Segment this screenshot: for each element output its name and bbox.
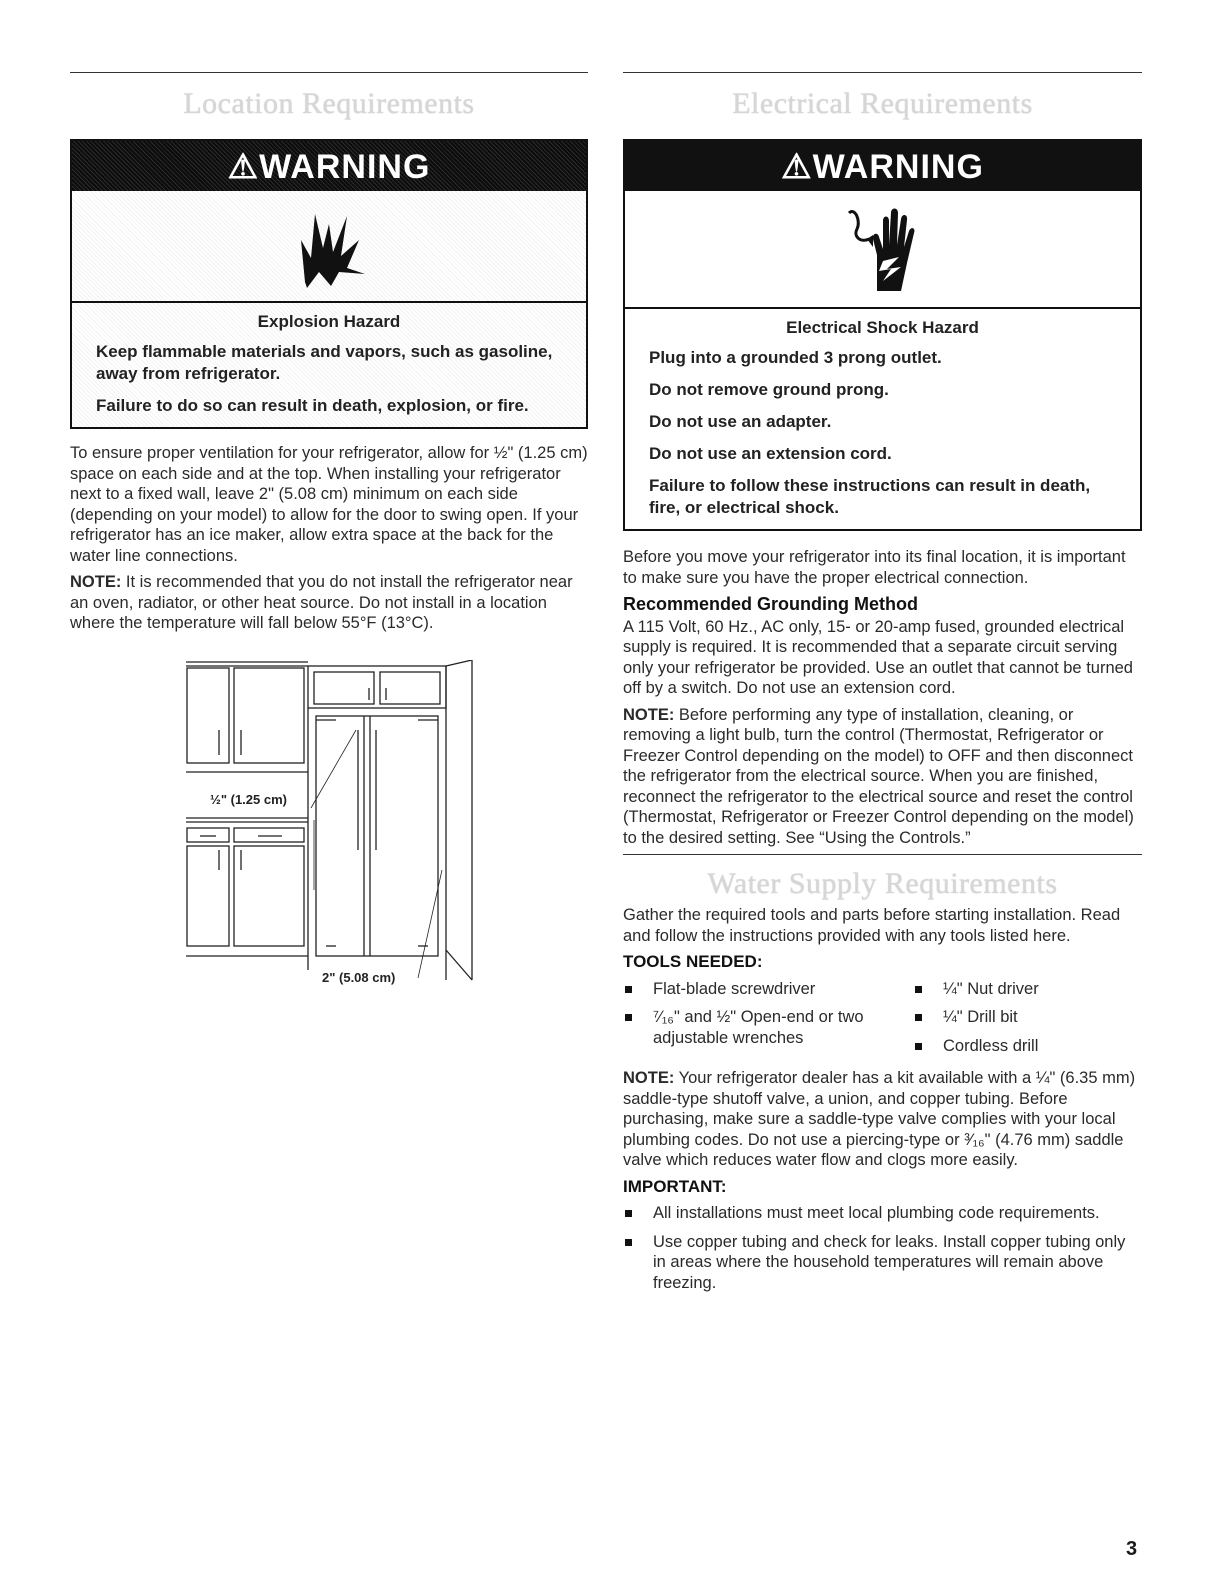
hazard-title: Electrical Shock Hazard	[786, 318, 979, 337]
list-item: ¼" Nut driver	[913, 979, 1142, 1000]
water-section	[623, 854, 1142, 1293]
tools-heading: TOOLS NEEDED:	[623, 952, 763, 971]
water-text	[623, 905, 1142, 1293]
electrical-text	[623, 547, 1142, 848]
grounding-heading: Recommended Grounding Method	[623, 594, 918, 614]
important-heading: IMPORTANT:	[623, 1176, 727, 1196]
list-item: ⁷⁄₁₆" and ½" Open-end or two adjustable wrenches	[623, 1007, 913, 1048]
location-note	[70, 572, 588, 634]
warning-line: Plug into a grounded 3 prong outlet.	[649, 348, 942, 367]
explosion-warning-body	[72, 303, 586, 427]
list-item: All installations must meet local plumbing code requirements.	[623, 1203, 1142, 1224]
note-label: NOTE:	[623, 705, 675, 724]
hazard-title: Explosion Hazard	[257, 312, 401, 331]
list-item: ¼" Drill bit	[913, 1007, 1142, 1028]
tools-list	[623, 979, 1142, 1065]
section-rule	[623, 854, 1142, 855]
water-intro: Gather the required tools and parts before starting installation. Read and follow the instructions provided with any tools listed here.	[623, 906, 1121, 945]
warning-line: Failure to follow these instructions can result in death, fire, or electrical shock.	[649, 476, 1091, 517]
wall-clearance-label: 2" (5.08 cm)	[322, 969, 396, 985]
location-text	[70, 443, 588, 634]
side-clearance-label: ½" (1.25 cm)	[210, 791, 287, 807]
warning-line: Keep flammable materials and vapors, such as gasoline, away from refrigerator.	[96, 342, 553, 383]
shock-icon-row	[625, 191, 1140, 309]
electrical-heading: Electrical Requirements	[732, 87, 1033, 120]
electrical-section	[623, 72, 1142, 1301]
list-item: Cordless drill	[913, 1036, 1142, 1057]
explosion-warning-box	[70, 139, 588, 429]
electrical-note	[623, 705, 1142, 849]
warning-banner: ⚠WARNING	[72, 141, 586, 191]
location-heading: Location Requirements	[183, 87, 475, 120]
note-label: NOTE:	[623, 1069, 675, 1087]
note-label: NOTE:	[70, 573, 122, 591]
explosion-icon-row	[72, 191, 586, 303]
warning-line: Failure to do so can result in death, explosion, or fire.	[96, 396, 529, 415]
section-rule	[70, 72, 588, 73]
water-note	[623, 1068, 1142, 1171]
ventilation-paragraph: To ensure proper ventilation for your refrigerator, allow for ½" (1.25 cm) space on each side and at the top. When installing your refrigerator next to a fixed wall, leave 2" (5.08 cm) minimum on each side (depending on your model) to allow for the door to swing open. If your refrigerator has an ice maker, allow extra space at the back for the water line connections.	[70, 444, 588, 565]
note-text: Your refrigerator dealer has a kit available with a ¼" (6.35 mm) saddle-type shutoff valve, a union, and copper tubing. Before purchasing, make sure a saddle-type valve complies with your local plumbing codes. Do not use a piercing-type or ³⁄₁₆" (4.76 mm) saddle valve which reduces water flow and clogs more easily.	[623, 1069, 1136, 1169]
section-rule	[623, 72, 1142, 73]
electric-shock-hand-icon	[843, 199, 923, 299]
location-section	[70, 72, 588, 995]
warning-line: Do not use an extension cord.	[649, 444, 892, 463]
tools-column	[913, 979, 1142, 1065]
warning-banner: ⚠WARNING	[625, 141, 1140, 191]
note-text: Before performing any type of installation, cleaning, or removing a light bulb, turn the control (Thermostat, Refrigerator or Freezer Control depending on the model) to OFF and then disconnect the refrigerator from the electrical source. When you are finished, reconnect the refrigerator to the electrical source and reset the control (Thermostat, Refrigerator or Freezer Control depending on the model) to the desired setting. See “Using the Controls.”	[623, 705, 1134, 847]
warning-line: Do not use an adapter.	[649, 412, 832, 431]
electrical-intro: Before you move your refrigerator into its final location, it is important to make sure you have the proper electrical connection.	[623, 548, 1126, 587]
warning-line: Do not remove ground prong.	[649, 380, 889, 399]
grounding-paragraph: A 115 Volt, 60 Hz., AC only, 15- or 20-amp fused, grounded electrical supply is required. It is recommended that a separate circuit serving only your refrigerator be provided. Use an outlet that cannot be turned off by a switch. Do not use an extension cord.	[623, 617, 1133, 697]
explosion-icon	[269, 196, 389, 296]
electrical-warning-body	[625, 309, 1140, 529]
note-text: It is recommended that you do not install the refrigerator near an oven, radiator, or other heat source. Do not install in a location where the temperature will fall below 55°F (13°C).	[70, 573, 573, 632]
water-heading: Water Supply Requirements	[707, 867, 1058, 900]
list-item: Flat-blade screwdriver	[623, 979, 913, 1000]
page-number: 3	[1126, 1538, 1138, 1560]
installation-clearance-diagram	[186, 660, 486, 990]
electrical-warning-box	[623, 139, 1142, 531]
important-list	[623, 1203, 1142, 1293]
list-item: Use copper tubing and check for leaks. Install copper tubing only in areas where the household temperatures will remain above freezing.	[623, 1232, 1142, 1294]
tools-column	[623, 979, 913, 1065]
